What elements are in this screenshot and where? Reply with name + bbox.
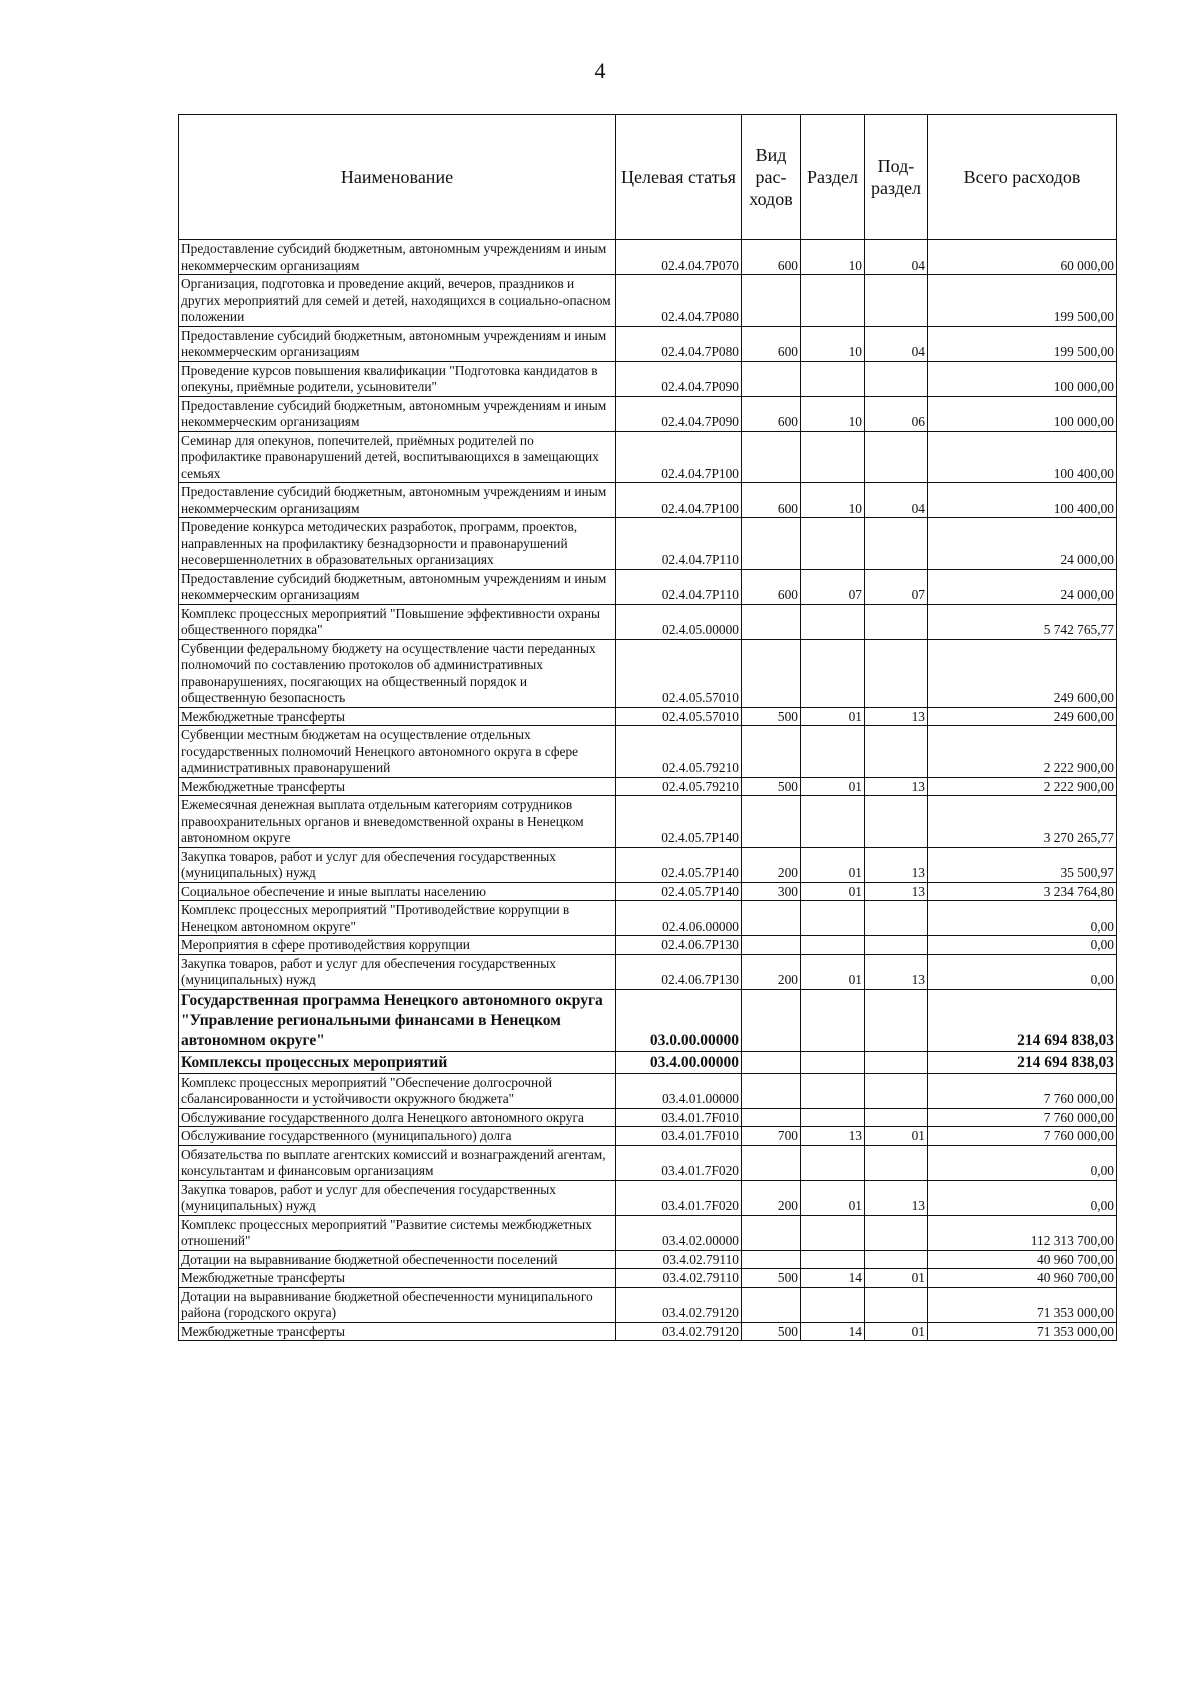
cell-section [801,796,865,848]
cell-section [801,1287,865,1322]
cell-total: 35 500,97 [928,847,1117,882]
cell-name: Субвенции федеральному бюджету на осуществление части переданных полномочий по составлению протоколов об административных правонарушениях, посягающих на общественный порядок и общественную безопасность [179,639,616,707]
cell-name: Субвенции местным бюджетам на осуществление отдельных государственных полномочий Ненецкого автономного округа в сфере административных правонарушений [179,726,616,778]
cell-name: Дотации на выравнивание бюджетной обеспеченности муниципального района (городского округа) [179,1287,616,1322]
cell-target: 02.4.05.79210 [616,726,742,778]
cell-target: 03.4.02.79110 [616,1269,742,1288]
cell-name: Межбюджетные трансферты [179,1269,616,1288]
cell-subsection: 13 [865,954,928,989]
table-row [179,707,1117,726]
table-row [179,1180,1117,1215]
table-row [179,396,1117,431]
cell-type [742,1287,801,1322]
cell-name: Семинар для опекунов, попечителей, приёмных родителей по профилактике правонарушений детей, воспитывающихся в замещающих семьях [179,431,616,483]
cell-target: 02.4.06.00000 [616,901,742,936]
cell-section [801,1108,865,1127]
cell-subsection: 04 [865,483,928,518]
table-row [179,1215,1117,1250]
table-row [179,796,1117,848]
cell-total: 2 222 900,00 [928,777,1117,796]
cell-name: Проведение конкурса методических разработок, программ, проектов, направленных на профилактику безнадзорности и правонарушений несовершеннолетних в образовательных организациях [179,518,616,570]
cell-total: 2 222 900,00 [928,726,1117,778]
cell-section: 01 [801,1180,865,1215]
cell-total: 60 000,00 [928,240,1117,275]
cell-name: Комплекс процессных мероприятий "Повышение эффективности охраны общественного порядка" [179,604,616,639]
cell-target: 02.4.05.57010 [616,707,742,726]
table-body [179,240,1117,1341]
cell-subsection [865,431,928,483]
cell-type: 600 [742,240,801,275]
cell-name: Межбюджетные трансферты [179,1322,616,1341]
cell-target: 03.4.01.7F010 [616,1127,742,1146]
table-row [179,1250,1117,1269]
table-row [179,240,1117,275]
cell-type: 500 [742,707,801,726]
cell-subsection: 13 [865,1180,928,1215]
cell-name: Государственная программа Ненецкого автономного округа "Управление региональными финансами в Ненецком автономном округе" [179,989,616,1051]
cell-type [742,1250,801,1269]
header-target: Целевая статья [616,115,742,240]
cell-name: Закупка товаров, работ и услуг для обеспечения государственных (муниципальных) нужд [179,847,616,882]
cell-target: 02.4.04.7Р080 [616,326,742,361]
cell-target: 03.0.00.00000 [616,989,742,1051]
cell-total: 199 500,00 [928,275,1117,327]
table-row [179,275,1117,327]
cell-total: 214 694 838,03 [928,989,1117,1051]
table-row [179,936,1117,955]
cell-section: 14 [801,1322,865,1341]
cell-target: 03.4.01.7F020 [616,1145,742,1180]
cell-target: 02.4.05.00000 [616,604,742,639]
cell-type: 500 [742,1322,801,1341]
cell-total: 249 600,00 [928,707,1117,726]
table-row [179,604,1117,639]
cell-section: 01 [801,882,865,901]
cell-type [742,796,801,848]
cell-name: Обслуживание государственного долга Ненецкого автономного округа [179,1108,616,1127]
cell-subsection: 13 [865,882,928,901]
cell-section [801,604,865,639]
table-row [179,901,1117,936]
cell-subsection: 07 [865,569,928,604]
cell-subsection [865,604,928,639]
cell-total: 7 760 000,00 [928,1073,1117,1108]
table-row [179,1073,1117,1108]
cell-section [801,989,865,1051]
table-header-row [179,115,1117,240]
cell-total: 71 353 000,00 [928,1322,1117,1341]
cell-target: 03.4.02.79110 [616,1250,742,1269]
table-row [179,726,1117,778]
header-section: Раздел [801,115,865,240]
cell-type [742,1108,801,1127]
cell-name: Обслуживание государственного (муниципального) долга [179,1127,616,1146]
table-row [179,326,1117,361]
cell-total: 24 000,00 [928,569,1117,604]
cell-section [801,639,865,707]
table-row [179,847,1117,882]
budget-table [178,114,1117,1341]
cell-total: 0,00 [928,901,1117,936]
cell-subsection [865,1073,928,1108]
cell-section: 01 [801,707,865,726]
table-row [179,954,1117,989]
cell-subsection: 13 [865,777,928,796]
cell-subsection [865,726,928,778]
table-row [179,1108,1117,1127]
cell-target: 03.4.02.79120 [616,1322,742,1341]
cell-type [742,1051,801,1073]
cell-target: 02.4.04.7Р090 [616,396,742,431]
cell-total: 112 313 700,00 [928,1215,1117,1250]
cell-section [801,901,865,936]
cell-subsection [865,901,928,936]
cell-name: Ежемесячная денежная выплата отдельным категориям сотрудников правоохранительных органов и вневедомственной охраны в Ненецком автономном округе [179,796,616,848]
cell-total: 0,00 [928,936,1117,955]
cell-name: Предоставление субсидий бюджетным, автономным учреждениям и иным некоммерческим организациям [179,396,616,431]
cell-name: Предоставление субсидий бюджетным, автономным учреждениям и иным некоммерческим организациям [179,240,616,275]
page-number: 4 [594,58,606,83]
cell-section: 10 [801,483,865,518]
cell-name: Межбюджетные трансферты [179,777,616,796]
cell-type [742,1145,801,1180]
cell-type: 600 [742,396,801,431]
cell-name: Мероприятия в сфере противодействия коррупции [179,936,616,955]
cell-section [801,275,865,327]
cell-total: 7 760 000,00 [928,1127,1117,1146]
cell-subsection [865,1051,928,1073]
cell-type [742,604,801,639]
cell-type: 600 [742,569,801,604]
cell-section: 10 [801,396,865,431]
cell-subsection [865,1250,928,1269]
cell-name: Социальное обеспечение и иные выплаты населению [179,882,616,901]
cell-name: Обязательства по выплате агентских комиссий и вознаграждений агентам, консультантам и финансовым организациям [179,1145,616,1180]
table-row [179,1287,1117,1322]
table-row [179,1127,1117,1146]
cell-name: Предоставление субсидий бюджетным, автономным учреждениям и иным некоммерческим организациям [179,569,616,604]
cell-section: 10 [801,240,865,275]
header-subsection: Под-раздел [865,115,928,240]
cell-section [801,936,865,955]
cell-subsection [865,796,928,848]
cell-target: 02.4.04.7Р090 [616,361,742,396]
cell-total: 100 000,00 [928,361,1117,396]
cell-target: 02.4.04.7Р080 [616,275,742,327]
cell-name: Предоставление субсидий бюджетным, автономным учреждениям и иным некоммерческим организациям [179,483,616,518]
table-row [179,1051,1117,1073]
cell-type: 200 [742,847,801,882]
cell-total: 7 760 000,00 [928,1108,1117,1127]
cell-name: Дотации на выравнивание бюджетной обеспеченности поселений [179,1250,616,1269]
cell-total: 0,00 [928,1180,1117,1215]
cell-section: 07 [801,569,865,604]
cell-subsection: 01 [865,1322,928,1341]
table-row [179,989,1117,1051]
cell-target: 03.4.02.00000 [616,1215,742,1250]
cell-target: 02.4.05.7Р140 [616,796,742,848]
cell-total: 199 500,00 [928,326,1117,361]
cell-name: Проведение курсов повышения квалификации "Подготовка кандидатов в опекуны, приёмные родители, усыновители" [179,361,616,396]
cell-type [742,639,801,707]
cell-total: 214 694 838,03 [928,1051,1117,1073]
cell-target: 02.4.04.7Р100 [616,431,742,483]
cell-target: 02.4.04.7Р110 [616,518,742,570]
cell-target: 02.4.06.7Р130 [616,954,742,989]
table-row [179,882,1117,901]
cell-target: 02.4.05.7Р140 [616,882,742,901]
cell-subsection [865,518,928,570]
cell-type [742,989,801,1051]
cell-target: 02.4.04.7Р100 [616,483,742,518]
cell-type [742,936,801,955]
cell-section: 14 [801,1269,865,1288]
cell-target: 03.4.02.79120 [616,1287,742,1322]
cell-section [801,1145,865,1180]
cell-subsection: 04 [865,240,928,275]
cell-target: 03.4.01.7F010 [616,1108,742,1127]
cell-type [742,726,801,778]
cell-section [801,1051,865,1073]
cell-subsection: 13 [865,707,928,726]
cell-name: Комплексы процессных мероприятий [179,1051,616,1073]
cell-target: 02.4.04.7Р110 [616,569,742,604]
cell-type [742,431,801,483]
table-row [179,518,1117,570]
cell-subsection [865,936,928,955]
cell-name: Предоставление субсидий бюджетным, автономным учреждениям и иным некоммерческим организациям [179,326,616,361]
cell-subsection: 04 [865,326,928,361]
cell-target: 02.4.05.7Р140 [616,847,742,882]
cell-total: 40 960 700,00 [928,1269,1117,1288]
cell-target: 02.4.04.7Р070 [616,240,742,275]
cell-target: 02.4.05.57010 [616,639,742,707]
cell-type: 300 [742,882,801,901]
cell-subsection [865,1108,928,1127]
cell-name: Межбюджетные трансферты [179,707,616,726]
cell-type: 500 [742,777,801,796]
table-row [179,483,1117,518]
cell-subsection: 01 [865,1127,928,1146]
cell-type: 500 [742,1269,801,1288]
cell-section [801,726,865,778]
cell-subsection: 13 [865,847,928,882]
cell-total: 100 400,00 [928,431,1117,483]
cell-total: 3 270 265,77 [928,796,1117,848]
cell-total: 24 000,00 [928,518,1117,570]
cell-target: 02.4.06.7Р130 [616,936,742,955]
header-name: Наименование [179,115,616,240]
cell-total: 100 400,00 [928,483,1117,518]
table-row [179,777,1117,796]
cell-total: 3 234 764,80 [928,882,1117,901]
cell-section [801,518,865,570]
cell-section: 10 [801,326,865,361]
cell-type: 200 [742,954,801,989]
cell-subsection [865,1145,928,1180]
cell-subsection [865,361,928,396]
cell-total: 0,00 [928,1145,1117,1180]
cell-total: 5 742 765,77 [928,604,1117,639]
cell-subsection [865,989,928,1051]
cell-name: Закупка товаров, работ и услуг для обеспечения государственных (муниципальных) нужд [179,954,616,989]
cell-total: 71 353 000,00 [928,1287,1117,1322]
cell-name: Закупка товаров, работ и услуг для обеспечения государственных (муниципальных) нужд [179,1180,616,1215]
cell-target: 03.4.00.00000 [616,1051,742,1073]
cell-name: Комплекс процессных мероприятий "Обеспечение долгосрочной сбалансированности и устойчивости окружного бюджета" [179,1073,616,1108]
cell-name: Комплекс процессных мероприятий "Противодействие коррупции в Ненецком автономном округе" [179,901,616,936]
table-row [179,361,1117,396]
cell-subsection: 01 [865,1269,928,1288]
cell-subsection [865,1215,928,1250]
cell-section [801,431,865,483]
cell-section [801,1073,865,1108]
cell-target: 02.4.05.79210 [616,777,742,796]
cell-section: 01 [801,777,865,796]
cell-section [801,361,865,396]
table-row [179,1269,1117,1288]
cell-type [742,518,801,570]
cell-name: Организация, подготовка и проведение акций, вечеров, праздников и других мероприятий для семей и детей, находящихся в социально-опасном положении [179,275,616,327]
cell-section: 13 [801,1127,865,1146]
cell-section: 01 [801,847,865,882]
cell-section: 01 [801,954,865,989]
table-row [179,431,1117,483]
cell-name: Комплекс процессных мероприятий "Развитие системы межбюджетных отношений" [179,1215,616,1250]
cell-subsection [865,1287,928,1322]
cell-type: 700 [742,1127,801,1146]
cell-target: 03.4.01.00000 [616,1073,742,1108]
cell-subsection: 06 [865,396,928,431]
header-type: Вид рас-ходов [742,115,801,240]
table-row [179,1322,1117,1341]
cell-subsection [865,275,928,327]
cell-type [742,275,801,327]
cell-total: 100 000,00 [928,396,1117,431]
cell-section [801,1250,865,1269]
header-total: Всего расходов [928,115,1117,240]
cell-total: 40 960 700,00 [928,1250,1117,1269]
table-row [179,639,1117,707]
cell-total: 0,00 [928,954,1117,989]
cell-total: 249 600,00 [928,639,1117,707]
cell-type [742,1215,801,1250]
cell-type [742,1073,801,1108]
table-row [179,1145,1117,1180]
table-row [179,569,1117,604]
cell-type: 200 [742,1180,801,1215]
cell-type [742,361,801,396]
cell-target: 03.4.01.7F020 [616,1180,742,1215]
cell-type: 600 [742,483,801,518]
cell-section [801,1215,865,1250]
cell-type: 600 [742,326,801,361]
cell-subsection [865,639,928,707]
cell-type [742,901,801,936]
